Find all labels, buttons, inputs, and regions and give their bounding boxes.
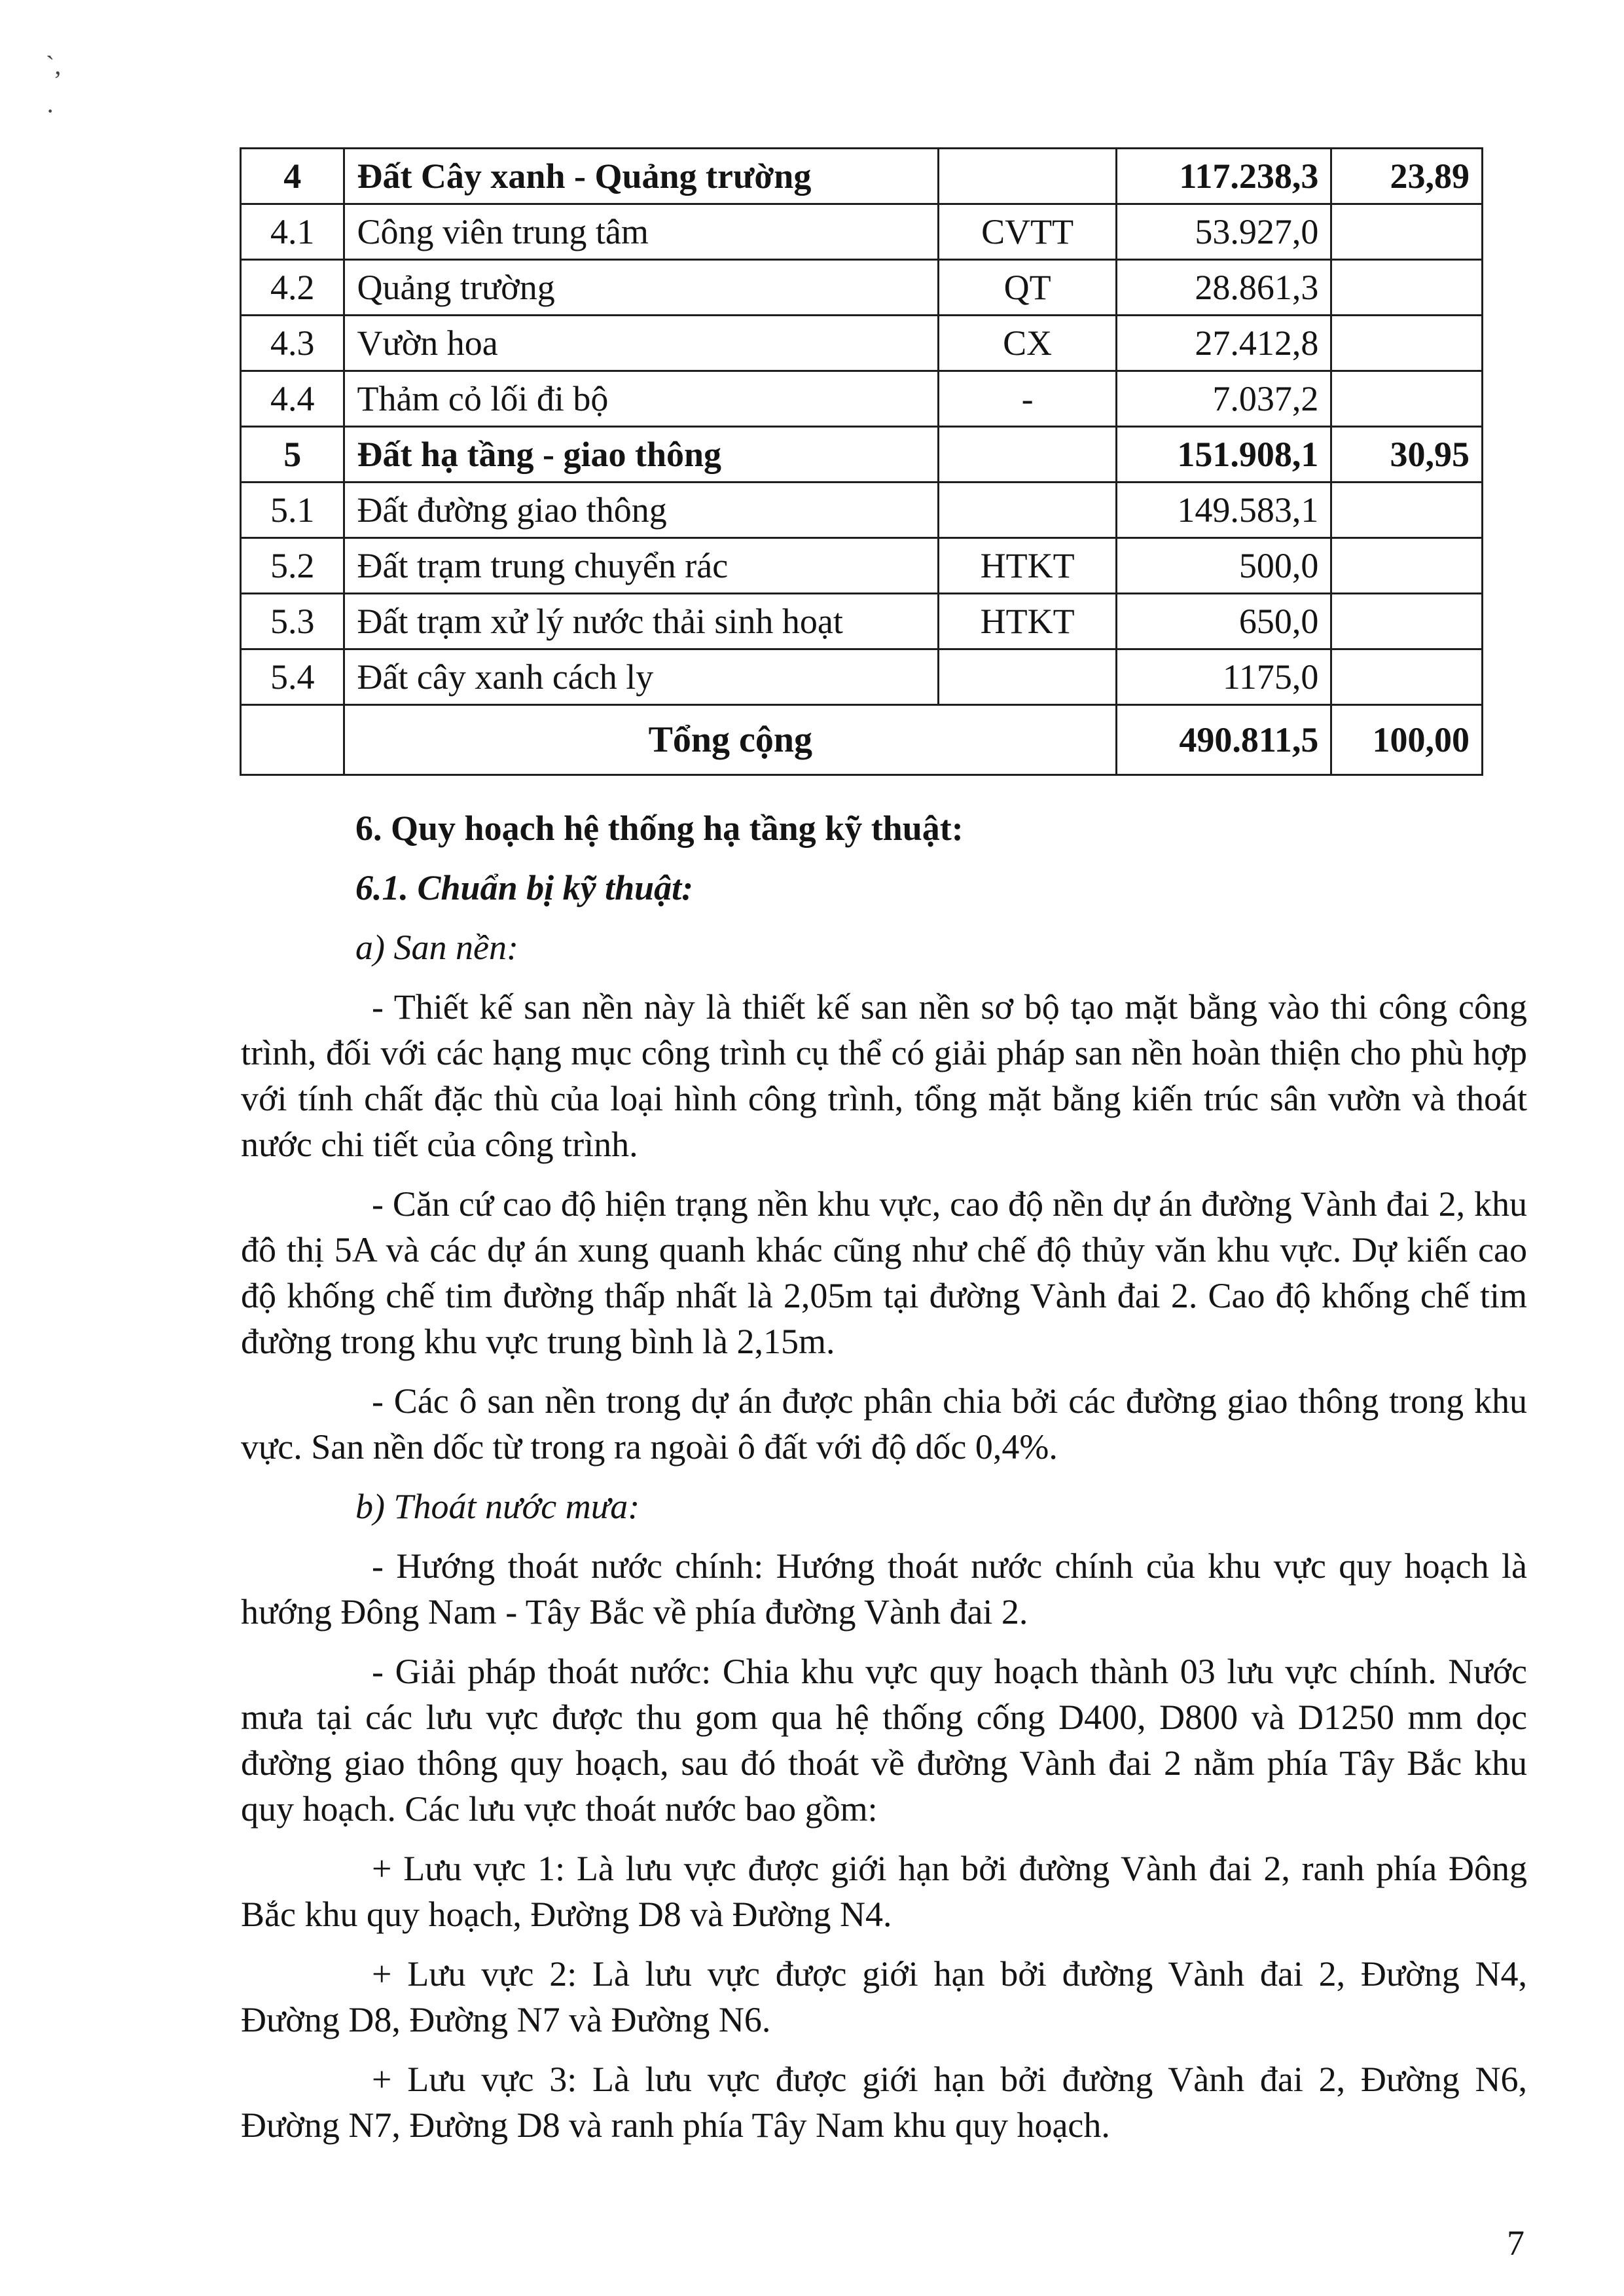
area-cell: 1175,0 <box>1117 649 1331 705</box>
area-cell: 7.037,2 <box>1117 371 1331 427</box>
paragraph-b4: + Lưu vực 2: Là lưu vực được giới hạn bởi đường Vành đai 2, Đường N4, Đường D8, Đường N7 và Đường N6. <box>241 1954 1527 2039</box>
area-cell: 151.908,1 <box>1117 427 1331 483</box>
land-use-table <box>240 147 1483 776</box>
paragraph-a2: - Căn cứ cao độ hiện trạng nền khu vực, cao độ nền dự án đường Vành đai 2, khu đô thị 5A và các dự án xung quanh khác cũng như chế độ thủy văn khu vực. Dự kiến cao độ khống chế tim đường thấp nhất là 2,05m tại đường Vành đai 2. Cao độ khống chế tim đường trong khu vực trung bình là 2,15m. <box>241 1184 1527 1361</box>
table-row <box>241 649 1483 705</box>
scan-marks: `, · <box>46 50 62 126</box>
area-cell: 149.583,1 <box>1117 483 1331 538</box>
percent-cell <box>1331 204 1483 260</box>
percent-cell <box>1331 260 1483 316</box>
symbol-cell <box>939 649 1117 705</box>
land-type-cell: Đất cây xanh cách ly <box>344 649 939 705</box>
table-row <box>241 260 1483 316</box>
land-type-cell: Đất Cây xanh - Quảng trường <box>344 149 939 204</box>
paragraph-b5: + Lưu vực 3: Là lưu vực được giới hạn bởi đường Vành đai 2, Đường N6, Đường N7, Đường D8 và ranh phía Tây Nam khu quy hoạch. <box>241 2060 1527 2145</box>
land-type-cell: Thảm cỏ lối đi bộ <box>344 371 939 427</box>
row-number-cell: 4.4 <box>241 371 344 427</box>
percent-cell <box>1331 316 1483 371</box>
area-cell: 53.927,0 <box>1117 204 1331 260</box>
table-row <box>241 594 1483 649</box>
total-percent-cell: 100,00 <box>1331 705 1483 775</box>
symbol-cell <box>939 483 1117 538</box>
symbol-cell: QT <box>939 260 1117 316</box>
land-type-cell: Đất hạ tầng - giao thông <box>344 427 939 483</box>
percent-cell <box>1331 649 1483 705</box>
land-type-cell: Công viên trung tâm <box>344 204 939 260</box>
area-cell: 650,0 <box>1117 594 1331 649</box>
land-type-cell: Quảng trường <box>344 260 939 316</box>
percent-cell <box>1331 594 1483 649</box>
total-row <box>241 705 1483 775</box>
area-cell: 500,0 <box>1117 538 1331 594</box>
paragraph-b1: - Hướng thoát nước chính: Hướng thoát nước chính của khu vực quy hoạch là hướng Đông Nam - Tây Bắc về phía đường Vành đai 2. <box>241 1546 1527 1631</box>
area-cell: 117.238,3 <box>1117 149 1331 204</box>
subsection-b-heading: b) Thoát nước mưa: <box>355 1487 640 1526</box>
paragraph-b2: - Giải pháp thoát nước: Chia khu vực quy hoạch thành 03 lưu vực chính. Nước mưa tại các lưu vực được thu gom qua hệ thống cống D400, D800 và D1250 mm dọc đường giao thông quy hoạch, sau đó thoát về đường Vành đai 2 nằm phía Tây Bắc khu quy hoạch. Các lưu vực thoát nước bao gồm: <box>241 1652 1527 1829</box>
paragraph-a1: - Thiết kế san nền này là thiết kế san nền sơ bộ tạo mặt bằng vào thi công công trình, đối với các hạng mục công trình cụ thể có giải pháp san nền hoàn thiện cho phù hợp với tính chất đặc thù của loại hình công trình, tổng mặt bằng kiến trúc sân vườn và thoát nước chi tiết của công trình. <box>241 987 1527 1164</box>
percent-cell <box>1331 371 1483 427</box>
table-row <box>241 149 1483 204</box>
total-area-cell: 490.811,5 <box>1117 705 1331 775</box>
row-number-cell: 4.1 <box>241 204 344 260</box>
land-type-cell: Đất trạm trung chuyển rác <box>344 538 939 594</box>
table-row <box>241 538 1483 594</box>
row-number-cell: 4.2 <box>241 260 344 316</box>
symbol-cell <box>939 149 1117 204</box>
percent-cell <box>1331 483 1483 538</box>
row-number-cell: 5.3 <box>241 594 344 649</box>
row-number-cell: 5.1 <box>241 483 344 538</box>
area-cell: 28.861,3 <box>1117 260 1331 316</box>
table-row <box>241 483 1483 538</box>
row-number-cell: 5.4 <box>241 649 344 705</box>
document-body <box>241 805 1527 2162</box>
percent-cell: 23,89 <box>1331 149 1483 204</box>
total-label-cell: Tổng cộng <box>344 705 1117 775</box>
row-number-cell: 5 <box>241 427 344 483</box>
row-number-cell: 5.2 <box>241 538 344 594</box>
symbol-cell: CVTT <box>939 204 1117 260</box>
table-row <box>241 204 1483 260</box>
symbol-cell: HTKT <box>939 538 1117 594</box>
total-empty-cell <box>241 705 344 775</box>
paragraph-a3: - Các ô san nền trong dự án được phân chia bởi các đường giao thông trong khu vực. San nền dốc từ trong ra ngoài ô đất với độ dốc 0,4%. <box>241 1381 1527 1467</box>
symbol-cell: - <box>939 371 1117 427</box>
land-type-cell: Vườn hoa <box>344 316 939 371</box>
table-row <box>241 316 1483 371</box>
land-type-cell: Đất đường giao thông <box>344 483 939 538</box>
land-use-table-body <box>241 149 1483 775</box>
percent-cell <box>1331 538 1483 594</box>
symbol-cell <box>939 427 1117 483</box>
table-row <box>241 427 1483 483</box>
row-number-cell: 4.3 <box>241 316 344 371</box>
subsection-a-heading: a) San nền: <box>355 928 518 967</box>
percent-cell: 30,95 <box>1331 427 1483 483</box>
row-number-cell: 4 <box>241 149 344 204</box>
area-cell: 27.412,8 <box>1117 316 1331 371</box>
symbol-cell: CX <box>939 316 1117 371</box>
symbol-cell: HTKT <box>939 594 1117 649</box>
paragraph-b3: + Lưu vực 1: Là lưu vực được giới hạn bởi đường Vành đai 2, ranh phía Đông Bắc khu quy hoạch, Đường D8 và Đường N4. <box>241 1849 1527 1934</box>
page-number: 7 <box>1507 2223 1525 2263</box>
section-6-heading: 6. Quy hoạch hệ thống hạ tầng kỹ thuật: <box>355 809 964 848</box>
table-row <box>241 371 1483 427</box>
land-type-cell: Đất trạm xử lý nước thải sinh hoạt <box>344 594 939 649</box>
section-6-1-heading: 6.1. Chuẩn bị kỹ thuật: <box>355 868 694 907</box>
